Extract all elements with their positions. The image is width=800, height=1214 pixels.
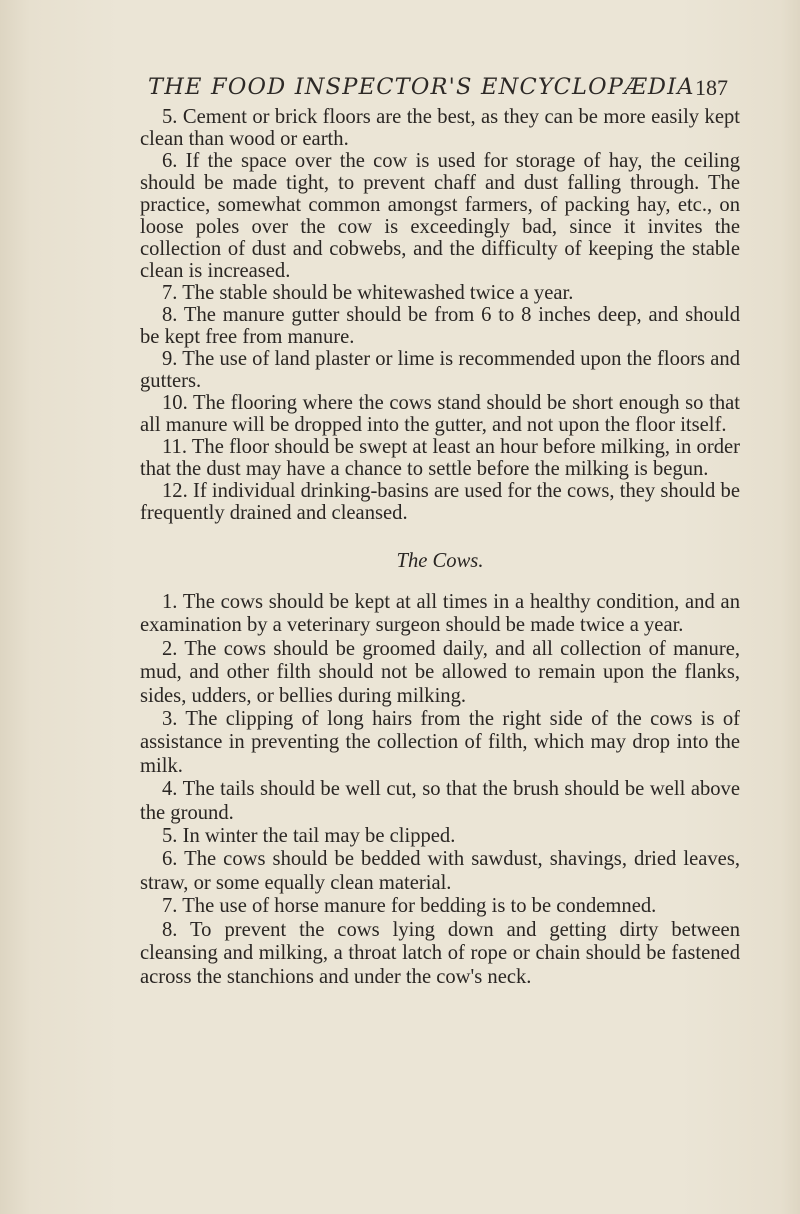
cow-rule-6: 6. The cows should be bedded with sawdust, shavings, dried leaves, straw, or some equally clean material. bbox=[140, 848, 740, 894]
stable-rule-8: 8. The manure gutter should be from 6 to 8 inches deep, and should be kept free from manure. bbox=[140, 304, 740, 348]
stable-rule-9: 9. The use of land plaster or lime is recommended upon the floors and gutters. bbox=[140, 348, 740, 392]
cow-rule-2: 2. The cows should be groomed daily, and all collection of manure, mud, and other filth should not be allowed to remain upon the flanks, sides, udders, or bellies during milking. bbox=[140, 637, 740, 707]
cow-rule-8: 8. To prevent the cows lying down and getting dirty between cleansing and milking, a throat latch of rope or chain should be fastened across the stanchions and under the cow's neck. bbox=[140, 918, 740, 988]
cows-section bbox=[140, 591, 740, 989]
stable-rule-5: 5. Cement or brick floors are the best, as they can be more easily kept clean than wood or earth. bbox=[140, 106, 740, 150]
cow-rule-4: 4. The tails should be well cut, so that the brush should be well above the ground. bbox=[140, 778, 740, 824]
cow-rule-1: 1. The cows should be kept at all times in a healthy condition, and an examination by a veterinary surgeon should be made twice a year. bbox=[140, 591, 740, 637]
body-text bbox=[140, 106, 740, 989]
stable-rule-10: 10. The flooring where the cows stand should be short enough so that all manure will be dropped into the gutter, and not upon the floor itself. bbox=[140, 392, 740, 436]
stable-rule-12: 12. If individual drinking-basins are used for the cows, they should be frequently drained and cleansed. bbox=[140, 480, 740, 524]
page-header bbox=[148, 74, 728, 104]
cow-rule-5: 5. In winter the tail may be clipped. bbox=[162, 825, 456, 848]
cow-rule-7: 7. The use of horse manure for bedding is to be condemned. bbox=[162, 895, 657, 918]
section-heading: The Cows. bbox=[396, 550, 484, 572]
page-number: 187 bbox=[695, 75, 728, 100]
stable-rule-7: 7. The stable should be whitewashed twice a year. bbox=[162, 282, 574, 304]
running-title: THE FOOD INSPECTOR'S ENCYCLOPÆDIA bbox=[148, 74, 695, 100]
stable-rule-11: 11. The floor should be swept at least an hour before milking, in order that the dust may have a chance to settle before the milking is begun. bbox=[140, 436, 740, 480]
cow-rule-3: 3. The clipping of long hairs from the right side of the cows is of assistance in preventing the collection of filth, which may drop into the milk. bbox=[140, 708, 740, 777]
stable-rule-6: 6. If the space over the cow is used for storage of hay, the ceiling should be made tight, to prevent chaff and dust falling through. The practice, somewhat common amongst farmers, of packing hay, etc., on loose poles over the cow is exceedingly bad, since it invites the collection of dust and cobwebs, and the difficulty of keeping the stable clean is increased. bbox=[140, 150, 740, 282]
